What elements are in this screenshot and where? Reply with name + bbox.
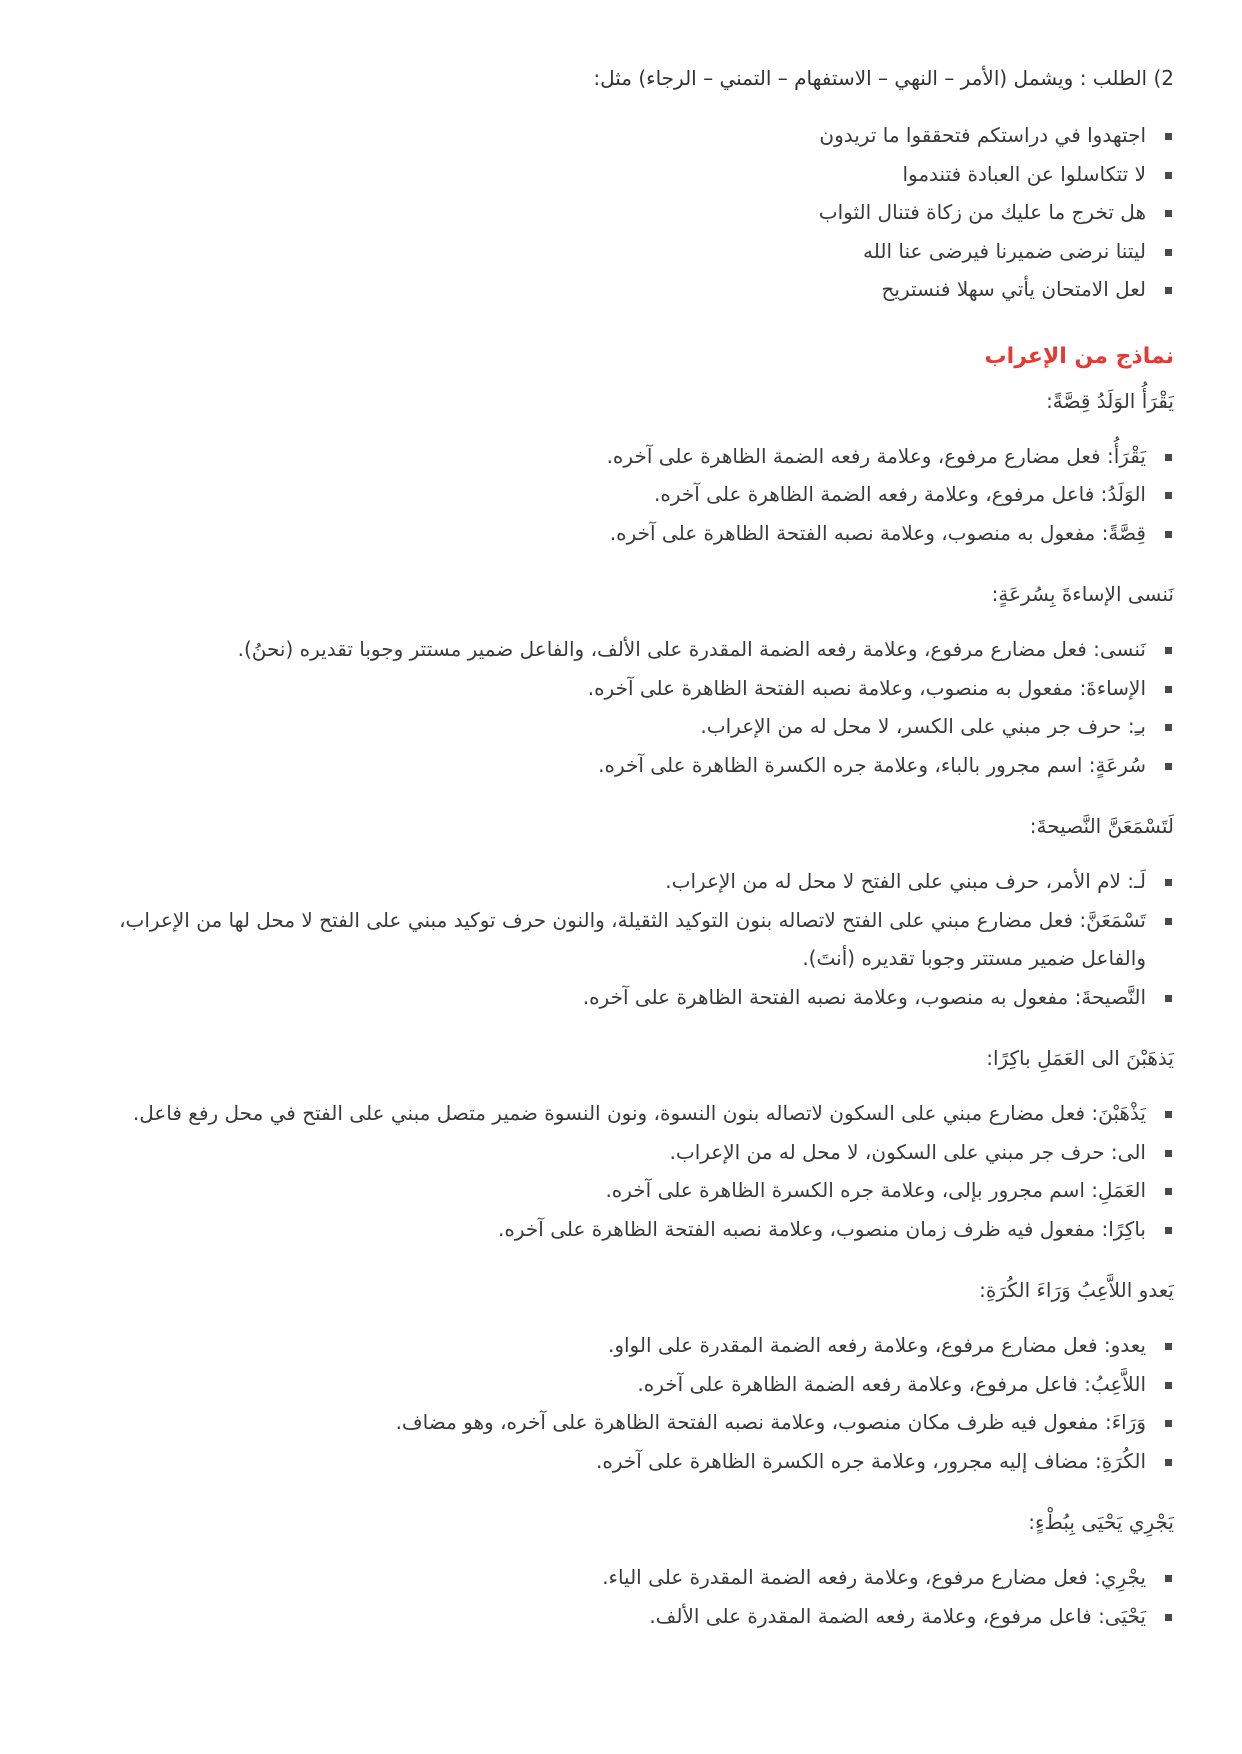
- irab-example: [54, 1270, 1174, 1480]
- irab-list: [54, 1326, 1174, 1480]
- square-bullet-icon: [1165, 1150, 1172, 1157]
- irab-list: [54, 1094, 1174, 1248]
- irab-list: [54, 437, 1174, 553]
- list-item: [54, 270, 1174, 309]
- square-bullet-icon: [1165, 1227, 1172, 1234]
- square-bullet-icon: [1165, 1188, 1172, 1195]
- list-item: [54, 1094, 1174, 1133]
- list-item: [54, 514, 1174, 553]
- list-item: [54, 1442, 1174, 1481]
- square-bullet-icon: [1165, 1575, 1172, 1582]
- list-item: [54, 475, 1174, 514]
- irab-list: [54, 862, 1174, 1016]
- list-item: [54, 1133, 1174, 1172]
- list-item-text: وَرَاءَ: مفعول فيه ظرف مكان منصوب، وعلامة نصبه الفتحة الظاهرة على آخره، وهو مضاف.: [395, 1410, 1146, 1434]
- intro-paragraph: 2) الطلب : ويشمل (الأمر – النهي – الاستفهام – التمني – الرجاء) مثل:: [593, 66, 1174, 90]
- list-item: [54, 155, 1174, 194]
- list-item-text: اللاَّعِبُ: فاعل مرفوع، وعلامة رفعه الضمة الظاهرة على آخره.: [637, 1371, 1146, 1396]
- list-item-text: الإساءةَ: مفعول به منصوب، وعلامة نصبه الفتحة الظاهرة على آخره.: [587, 675, 1146, 700]
- list-item: [54, 1326, 1174, 1365]
- example-sentence: لَتَسْمَعَنَّ النَّصيحةَ:: [1029, 814, 1174, 838]
- list-item-text: الوَلَدُ: فاعل مرفوع، وعلامة رفعه الضمة الظاهرة على آخره.: [654, 482, 1146, 506]
- example-sentence: يَقْرَأُ الوَلَدُ قِصَّةً:: [1046, 388, 1174, 413]
- list-item-text: لا تتكاسلوا عن العبادة فتندموا: [902, 161, 1146, 186]
- square-bullet-icon: [1165, 724, 1172, 731]
- list-item-text: لعل الامتحان يأتي سهلا فنستريح: [881, 277, 1146, 301]
- square-bullet-icon: [1165, 763, 1172, 770]
- irab-example: [54, 806, 1174, 1016]
- square-bullet-icon: [1165, 454, 1172, 461]
- list-item-text: قِصَّةً: مفعول به منصوب، وعلامة نصبه الفتحة الظاهرة على آخره.: [609, 520, 1146, 545]
- list-item: [54, 1171, 1174, 1210]
- list-item: [54, 232, 1174, 271]
- list-item-text: الكُرَةِ: مضاف إليه مجرور، وعلامة جره الكسرة الظاهرة على آخره.: [596, 1448, 1146, 1473]
- list-item-text: النَّصيحةَ: مفعول به منصوب، وعلامة نصبه الفتحة الظاهرة على آخره.: [582, 984, 1146, 1009]
- example-sentence: يَذهَبْنَ الى العَمَلِ باكِرًا:: [986, 1046, 1174, 1070]
- square-bullet-icon: [1165, 133, 1172, 140]
- square-bullet-icon: [1165, 531, 1172, 538]
- document-page: [54, 58, 1174, 1657]
- list-item: [54, 1365, 1174, 1404]
- list-item: [54, 1558, 1174, 1597]
- square-bullet-icon: [1165, 1343, 1172, 1350]
- square-bullet-icon: [1165, 1459, 1172, 1466]
- square-bullet-icon: [1165, 249, 1172, 256]
- list-item-text: يَقْرَأُ: فعل مضارع مرفوع، وعلامة رفعه الضمة الظاهرة على آخره.: [606, 443, 1146, 468]
- list-item-text: اجتهدوا في دراستكم فتحققوا ما تريدون: [819, 123, 1146, 147]
- list-item-text: العَمَلِ: اسم مجرور بإلى، وعلامة جره الكسرة الظاهرة على آخره.: [605, 1178, 1146, 1202]
- list-item: [54, 746, 1174, 785]
- list-item-text: سُرعَةٍ: اسم مجرور بالباء، وعلامة جره الكسرة الظاهرة على آخره.: [598, 752, 1146, 777]
- list-item-text: يَذْهَبْنَ: فعل مضارع مبني على السكون لاتصاله بنون النسوة، ونون النسوة ضمير متصل مبني على الفتح في محل رفع فاعل.: [132, 1101, 1146, 1125]
- irab-list: [54, 1558, 1174, 1635]
- square-bullet-icon: [1165, 686, 1172, 693]
- example-sentence: يَجْرِي يَحْيَى بِبُطْءٍ:: [1028, 1510, 1174, 1534]
- square-bullet-icon: [1165, 995, 1172, 1002]
- list-item: [54, 901, 1174, 978]
- list-item-text: ليتنا نرضى ضميرنا فيرضى عنا الله: [863, 238, 1146, 263]
- list-item: [54, 862, 1174, 901]
- list-item-text: هل تخرج ما عليك من زكاة فتنال الثواب: [818, 200, 1146, 224]
- irab-example: [54, 1502, 1174, 1635]
- irab-example: [54, 574, 1174, 784]
- list-item-text: الى: حرف جر مبني على السكون، لا محل له من الإعراب.: [669, 1139, 1146, 1164]
- square-bullet-icon: [1165, 879, 1172, 886]
- list-item-text: بـِ: حرف جر مبني على الكسر، لا محل له من الإعراب.: [700, 714, 1146, 738]
- list-item: [54, 1403, 1174, 1442]
- list-item: [54, 116, 1174, 155]
- list-item: [54, 630, 1174, 669]
- square-bullet-icon: [1165, 918, 1172, 925]
- square-bullet-icon: [1165, 647, 1172, 654]
- list-item-text: باكِرًا: مفعول فيه ظرف زمان منصوب، وعلامة نصبه الفتحة الظاهرة على آخره.: [498, 1216, 1146, 1241]
- square-bullet-icon: [1165, 172, 1172, 179]
- list-item-text: تَسْمَعَنَّ: فعل مضارع مبني على الفتح لاتصاله بنون التوكيد الثقيلة، والنون حرف توكيد مبني على الفتح لا محل لها من الإعراب، والفاعل ضمير مستتر وجوبا تقديره (أنتَ).: [119, 907, 1146, 970]
- list-item-text: يَحْيَى: فاعل مرفوع، وعلامة رفعه الضمة المقدرة على الألف.: [649, 1603, 1146, 1628]
- example-sentence: نَنسى الإساءةَ بِسُرعَةٍ:: [991, 582, 1174, 606]
- section-title: نماذج من الإعراب: [984, 343, 1174, 369]
- list-item: [54, 1210, 1174, 1249]
- list-item-text: يجْرِي: فعل مضارع مرفوع، وعلامة رفعه الضمة المقدرة على الياء.: [602, 1565, 1146, 1589]
- list-item-text: نَنسى: فعل مضارع مرفوع، وعلامة رفعه الضمة المقدرة على الألف، والفاعل ضمير مستتر وجوبا تقديره (نحنُ).: [237, 637, 1146, 661]
- talab-examples-list: [54, 116, 1174, 309]
- list-item: [54, 193, 1174, 232]
- square-bullet-icon: [1165, 1382, 1172, 1389]
- square-bullet-icon: [1165, 1111, 1172, 1118]
- list-item-text: لَـ: لام الأمر، حرف مبني على الفتح لا محل له من الإعراب.: [665, 869, 1146, 893]
- square-bullet-icon: [1165, 287, 1172, 294]
- example-sentence: يَعدو اللاَّعِبُ وَرَاءَ الكُرَةِ:: [979, 1278, 1174, 1302]
- list-item: [54, 669, 1174, 708]
- list-item: [54, 1597, 1174, 1636]
- list-item: [54, 437, 1174, 476]
- irab-example: [54, 381, 1174, 553]
- list-item-text: يعدو: فعل مضارع مرفوع، وعلامة رفعه الضمة المقدرة على الواو.: [607, 1333, 1146, 1357]
- irab-example: [54, 1038, 1174, 1248]
- list-item: [54, 707, 1174, 746]
- square-bullet-icon: [1165, 1420, 1172, 1427]
- square-bullet-icon: [1165, 1614, 1172, 1621]
- list-item: [54, 978, 1174, 1017]
- irab-list: [54, 630, 1174, 784]
- square-bullet-icon: [1165, 210, 1172, 217]
- square-bullet-icon: [1165, 492, 1172, 499]
